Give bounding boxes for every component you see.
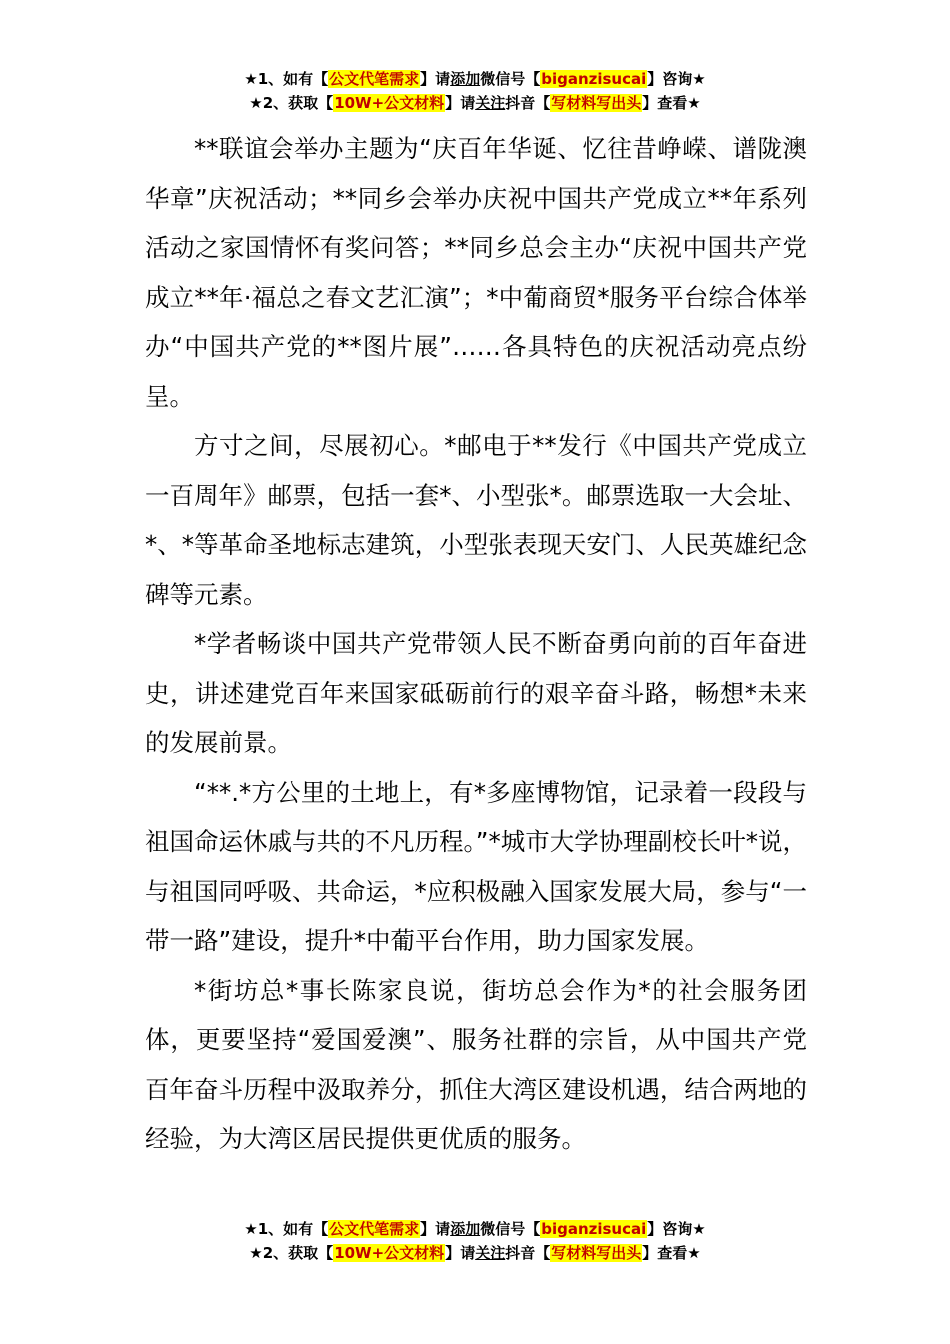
promo-text: 微信号【	[480, 1220, 541, 1238]
promo-underlined: 添加	[450, 1220, 481, 1238]
paragraph-museums: “**.*方公里的土地上，有*多座博物馆，记录着一段段与祖国命运休戚与共的不凡历程。”*城市大学协理副校长叶*说，与祖国同呼吸、共命运，*应积极融入国家发展大局，参与“一带一路”建设，提升*中葡平台作用，助力国家发展。	[145, 777, 807, 955]
paragraph-scholars: *学者畅谈中国共产党带领人民不断奋勇向前的百年奋进史，讲述建党百年来国家砥砺前行的艰辛奋斗路，畅想*未来的发展前景。	[145, 629, 807, 757]
wechat-id-highlight: biganzisucai	[541, 70, 647, 88]
promo-text: 抖音【	[505, 1244, 551, 1262]
promo-underlined: 关注	[475, 94, 506, 112]
promo-text: ★2、获取【	[249, 1244, 334, 1262]
promo-text: 】请	[420, 70, 451, 88]
top-promo-banner	[0, 68, 950, 116]
promo-text: 】查看★	[642, 94, 701, 112]
bottom-promo-banner	[0, 1218, 950, 1266]
promo-text: ★1、如有【	[244, 70, 329, 88]
promo-text: 】请	[420, 1220, 451, 1238]
paragraph-stamps: 方寸之间，尽展初心。*邮电于**发行《中国共产党成立一百周年》邮票，包括一套*、小型张*。邮票选取一大会址、*、*等革命圣地标志建筑，小型张表现天安门、人民英雄纪念碑等元素。	[145, 431, 807, 609]
paragraph-celebrations: **联谊会举办主题为“庆百年华诞、忆往昔峥嵘、谱陇澳华章”庆祝活动；**同乡会举办庆祝中国共产党成立**年系列活动之家国情怀有奖问答；**同乡总会主办“庆祝中国共产党成立**年·福总之春文艺汇演”；*中葡商贸*服务平台综合体举办“中国共产党的**图片展”……各具特色的庆祝活动亮点纷呈。	[145, 134, 807, 411]
wechat-id-highlight: biganzisucai	[541, 1220, 647, 1238]
promo-line-2	[0, 92, 950, 116]
promo-text: 抖音【	[505, 94, 551, 112]
promo-line-1	[0, 68, 950, 92]
promo-text: 微信号【	[480, 70, 541, 88]
promo-text: 】请	[445, 94, 476, 112]
promo-text: 】咨询★	[647, 70, 706, 88]
promo-line-2	[0, 1242, 950, 1266]
promo-text: 】请	[445, 1244, 476, 1262]
promo-highlight: 公文代笔需求	[329, 70, 420, 88]
promo-text: 】咨询★	[647, 1220, 706, 1238]
douyin-account-highlight: 写材料写出头	[551, 1244, 642, 1262]
promo-text: 】查看★	[642, 1244, 701, 1262]
promo-underlined: 添加	[450, 70, 481, 88]
paragraph-kaifong: *街坊总*事长陈家良说，街坊总会作为*的社会服务团体，更要坚持“爱国爱澳”、服务社群的宗旨，从中国共产党百年奋斗历程中汲取养分，抓住大湾区建设机遇，结合两地的经验，为大湾区居民提供更优质的服务。	[145, 975, 807, 1153]
document-body	[145, 124, 807, 1164]
promo-line-1	[0, 1218, 950, 1242]
promo-highlight: 公文代笔需求	[329, 1220, 420, 1238]
douyin-account-highlight: 写材料写出头	[551, 94, 642, 112]
promo-underlined: 关注	[475, 1244, 506, 1262]
promo-text: ★2、获取【	[249, 94, 334, 112]
promo-highlight: 10W+公文材料	[334, 94, 445, 112]
promo-highlight: 10W+公文材料	[334, 1244, 445, 1262]
promo-text: ★1、如有【	[244, 1220, 329, 1238]
